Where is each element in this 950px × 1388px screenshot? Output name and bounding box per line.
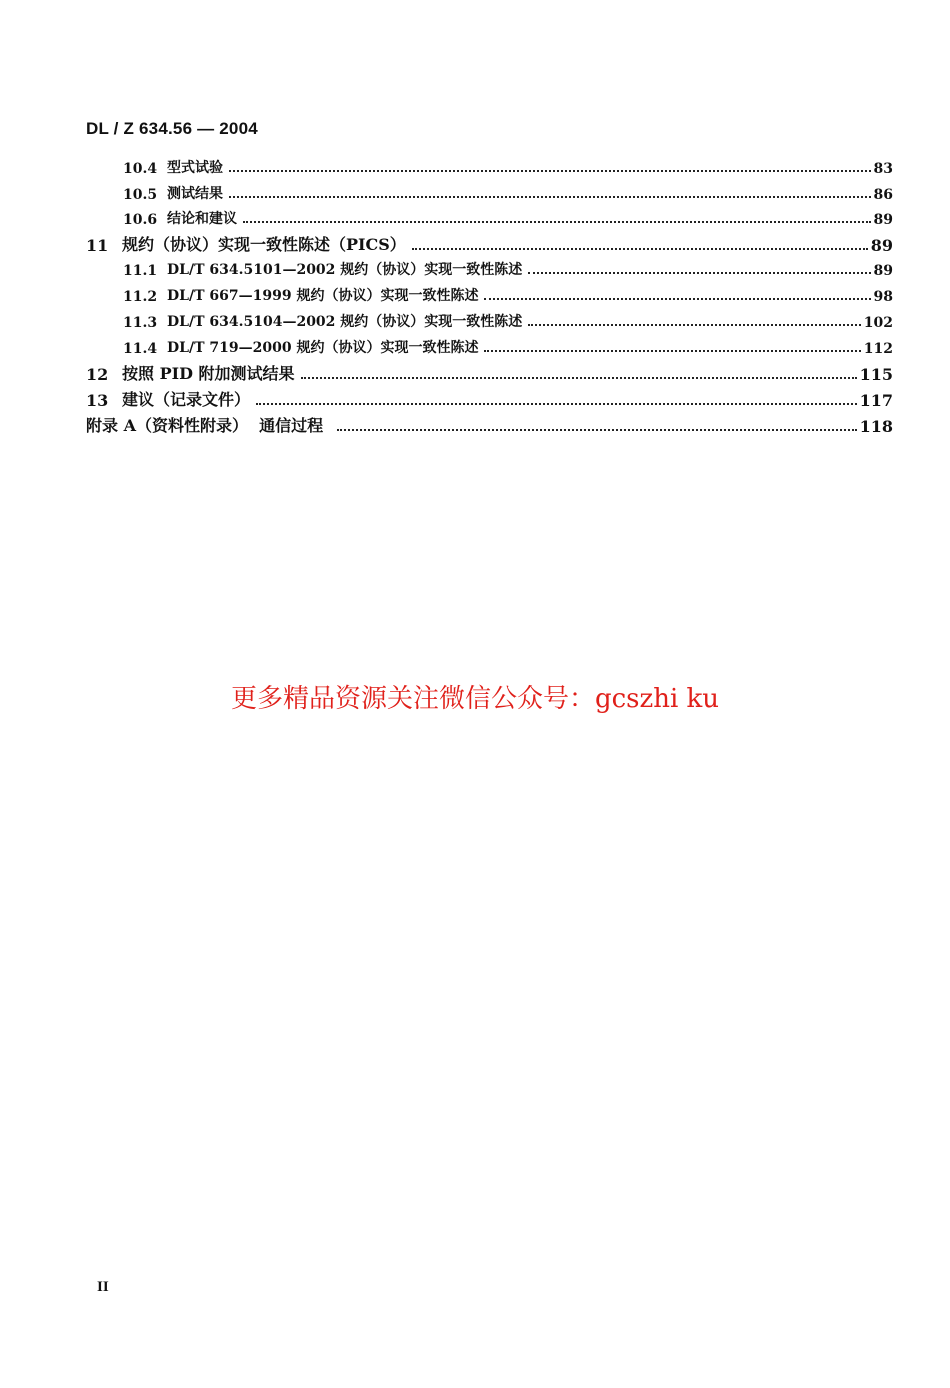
toc-entry-page: 118 (859, 417, 893, 436)
toc-entry-appendix-a[interactable] (86, 414, 893, 436)
page-number: II (97, 1279, 109, 1295)
toc-entry-11-1[interactable] (123, 259, 893, 279)
dot-leader (412, 248, 868, 250)
toc-entry-page: 89 (870, 236, 893, 255)
dot-leader (256, 403, 857, 405)
dot-leader (528, 324, 860, 326)
toc-entry-page: 102 (863, 315, 893, 331)
dot-leader (337, 429, 856, 431)
toc-entry-page: 86 (873, 187, 893, 203)
toc-entry-number: 10.6 (123, 212, 158, 228)
toc-entry-11-4[interactable] (123, 337, 893, 357)
dot-leader (243, 221, 871, 223)
toc-entry-title: 测试结果 (167, 186, 223, 202)
toc-entry-11-2[interactable] (123, 285, 893, 305)
toc-entry-page: 83 (873, 161, 893, 177)
toc-entry-number: 11.4 (123, 341, 158, 357)
toc-entry-13[interactable] (86, 388, 893, 410)
toc-entry-title: 结论和建议 (167, 211, 237, 227)
toc-entry-page: 115 (859, 365, 893, 384)
toc-entry-number: 11.2 (123, 289, 158, 305)
toc-entry-title: DL/T 634.5104—2002 规约（协议）实现一致性陈述 (167, 314, 523, 330)
toc-entry-page: 89 (873, 263, 893, 279)
toc-entry-title: 建议（记录文件） (122, 390, 251, 409)
toc-entry-title: 按照 PID 附加测试结果 (122, 364, 295, 383)
toc-entry-page: 112 (863, 341, 893, 357)
toc-entry-page: 89 (873, 212, 893, 228)
dot-leader (484, 350, 860, 352)
toc-entry-title: DL/T 634.5101—2002 规约（协议）实现一致性陈述 (167, 262, 523, 278)
toc-entry-title: DL/T 667—1999 规约（协议）实现一致性陈述 (167, 288, 479, 304)
dot-leader (229, 170, 871, 172)
toc-entry-number: 10.4 (123, 161, 158, 177)
dot-leader (528, 272, 870, 274)
toc-entry-number: 11.1 (123, 263, 158, 279)
dot-leader (301, 377, 857, 379)
toc-entry-title: DL/T 719—2000 规约（协议）实现一致性陈述 (167, 340, 479, 356)
watermark-text: 更多精品资源关注微信公众号：gcszhi ku (230, 684, 720, 714)
dot-leader (229, 196, 871, 198)
toc-entry-number: 12 (86, 365, 109, 384)
document-code-header: DL / Z 634.56 — 2004 (86, 119, 258, 138)
toc-entry-number: 13 (86, 391, 109, 410)
dot-leader (484, 298, 870, 300)
toc-entry-title: 附录 A（资料性附录） 通信过程 (86, 416, 324, 435)
toc-entry-title: 型式试验 (167, 160, 223, 176)
toc-entry-11-3[interactable] (123, 311, 893, 331)
toc-entry-number: 10.5 (123, 187, 158, 203)
toc-entry-number: 11.3 (123, 315, 158, 331)
toc-entry-page: 117 (859, 391, 893, 410)
toc-entry-title: 规约（协议）实现一致性陈述（PICS） (122, 235, 406, 254)
toc-entry-10-4[interactable] (123, 157, 893, 177)
toc-entry-10-6[interactable] (123, 208, 893, 228)
toc-entry-11[interactable] (86, 233, 893, 255)
toc-entry-10-5[interactable] (123, 183, 893, 203)
toc-entry-page: 98 (873, 289, 893, 305)
toc-entry-number: 11 (86, 236, 109, 255)
toc-entry-12[interactable] (86, 362, 893, 384)
